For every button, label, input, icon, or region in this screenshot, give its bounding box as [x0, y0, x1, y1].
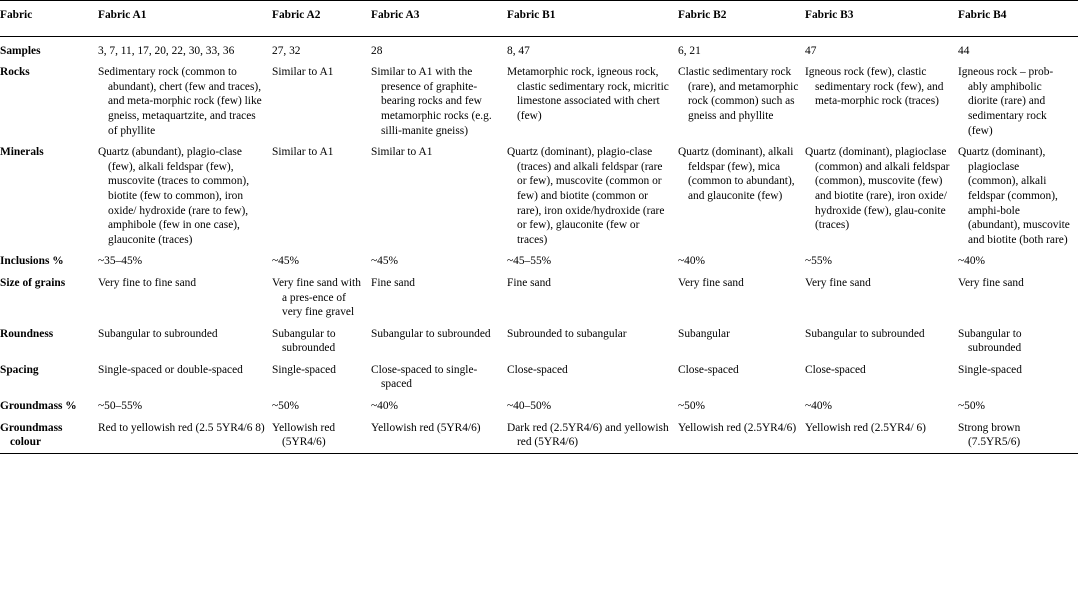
table-cell: Metamorphic rock, igneous rock, clastic sedimentary rock, micritic limestone associated with chert (few): [507, 66, 669, 122]
row-label: Inclusions %: [0, 255, 64, 268]
table-cell: Very fine sand: [678, 276, 744, 289]
row-label: Rocks: [0, 66, 30, 79]
table-cell: Sedimentary rock (common to abundant), chert (few and traces), and meta-morphic rock (few) like gneiss, metaquartzite, and traces of phyllite: [98, 66, 262, 137]
table-cell: 44: [958, 44, 970, 57]
table-cell: Yellowish red (5YR4/6): [272, 414, 371, 454]
table-cell: ~50%: [958, 400, 986, 413]
table-cell: Close-spaced to single-spaced: [371, 363, 478, 391]
table-cell: Similar to A1 with the presence of graphite-bearing rocks and few metamorphic rocks (e.g. silli-manite gneiss): [371, 66, 492, 137]
table-cell: 3, 7, 11, 17, 20, 22, 30, 33, 36: [98, 44, 235, 57]
table-row-groundmass-percent: [0, 392, 1078, 414]
table-cell: ~45%: [371, 255, 399, 268]
table-cell: Close-spaced: [678, 363, 739, 376]
table-cell: Close-spaced: [507, 363, 568, 376]
table-cell: ~45–55%: [507, 255, 552, 268]
table-cell: Similar to A1: [371, 146, 433, 159]
table-cell: 8, 47: [507, 44, 530, 57]
table-row-grain-size: [0, 269, 1078, 320]
row-label: Groundmass %: [0, 400, 77, 413]
column-header: Fabric B2: [678, 1, 805, 37]
column-header: Fabric B1: [507, 1, 678, 37]
table-cell: Quartz (dominant), plagioclase (common) and alkali feldspar (common), muscovite (few) and biotite (rare), iron oxide/ hydroxide (few), glau-conite (traces): [805, 146, 950, 232]
table-cell: ~50%: [678, 400, 706, 413]
table-row-rocks: [0, 58, 1078, 138]
table-cell: ~40%: [678, 255, 706, 268]
table-cell: Igneous rock – prob-ably amphibolic diorite (rare) and sedimentary rock (few): [958, 66, 1054, 137]
table-cell: Quartz (abundant), plagio-clase (few), alkali feldspar (few), muscovite (traces to common), biotite (few to common), iron oxide/ hydroxide (rare to few), amphibole (few in one case), glauconite (traces): [98, 146, 250, 246]
table-cell: Very fine sand: [805, 276, 871, 289]
table-cell: ~35–45%: [98, 255, 143, 268]
table-cell: ~40–50%: [507, 400, 552, 413]
table-cell: ~45%: [272, 255, 300, 268]
table-cell: Clastic sedimentary rock (rare), and metamorphic rock (common) such as gneiss and phyllite: [678, 66, 799, 122]
column-header: Fabric: [0, 1, 98, 37]
table-row-spacing: [0, 356, 1078, 392]
table-cell: Fine sand: [371, 276, 415, 289]
table-cell: Single-spaced or double-spaced: [98, 363, 243, 376]
table-cell: ~40%: [958, 255, 986, 268]
table-cell: Single-spaced: [958, 363, 1022, 376]
table-row-inclusions: [0, 247, 1078, 269]
column-header: Fabric A1: [98, 1, 272, 37]
row-label: Size of grains: [0, 276, 66, 289]
table-row-groundmass-colour: [0, 414, 1078, 454]
table-cell: Very fine sand with a pres-ence of very fine gravel: [272, 276, 361, 319]
table-row-roundness: [0, 320, 1078, 356]
table-cell: 47: [805, 44, 817, 57]
row-label: Groundmass colour: [0, 414, 98, 454]
table-row-samples: [0, 36, 1078, 58]
table-cell: Similar to A1: [272, 66, 334, 79]
table-cell: Subangular to subrounded: [371, 327, 491, 340]
header-row: [0, 1, 1078, 37]
table-cell: Yellowish red (2.5YR4/6): [678, 414, 805, 454]
table-cell: ~55%: [805, 255, 833, 268]
table-cell: Fine sand: [507, 276, 551, 289]
table-cell: Subangular to subrounded: [272, 327, 336, 355]
table-cell: 27, 32: [272, 44, 301, 57]
table-cell: ~40%: [371, 400, 399, 413]
column-header: Fabric B3: [805, 1, 958, 37]
table-cell: Very fine sand: [958, 276, 1024, 289]
table-cell: Very fine to fine sand: [98, 276, 197, 289]
column-header: Fabric A3: [371, 1, 507, 37]
column-header: Fabric A2: [272, 1, 371, 37]
row-label: Samples: [0, 44, 41, 57]
table-cell: Dark red (2.5YR4/6) and yellowish red (5YR4/6): [507, 414, 678, 454]
table-cell: Subangular to subrounded: [98, 327, 218, 340]
table-cell: ~50%: [272, 400, 300, 413]
row-label: Spacing: [0, 363, 39, 376]
table-cell: Strong brown (7.5YR5/6): [958, 414, 1078, 454]
table-cell: Quartz (dominant), plagioclase (common), alkali feldspar (common), amphi-bole (abundant), muscovite and biotite (both rare): [958, 146, 1070, 246]
column-header: Fabric B4: [958, 1, 1078, 37]
table-cell: 28: [371, 44, 383, 57]
table-cell: Close-spaced: [805, 363, 866, 376]
table-cell: Quartz (dominant), alkali feldspar (few), mica (common to abundant), and glauconite (few): [678, 146, 795, 202]
table-cell: Yellowish red (5YR4/6): [371, 414, 507, 454]
table-cell: Quartz (dominant), plagio-clase (traces) and alkali feldspar (rare or few), muscovite (common or few) and biotite (common or rare), iron oxide/hydroxide (rare or few), glauconite (few or traces): [507, 146, 665, 246]
row-label: Minerals: [0, 146, 44, 159]
row-label: Roundness: [0, 327, 54, 340]
table-cell: Similar to A1: [272, 146, 334, 159]
table-cell: Yellowish red (2.5YR4/ 6): [805, 414, 958, 454]
table-cell: 6, 21: [678, 44, 701, 57]
table-cell: Subrounded to subangular: [507, 327, 627, 340]
table-cell: ~50–55%: [98, 400, 143, 413]
table-cell: Subangular to subrounded: [805, 327, 925, 340]
table-cell: Red to yellowish red (2.5 5YR4/6 8): [98, 414, 272, 454]
table-cell: ~40%: [805, 400, 833, 413]
table-cell: Subangular: [678, 327, 730, 340]
table-cell: Subangular to subrounded: [958, 327, 1022, 355]
table-cell: Igneous rock (few), clastic sedimentary rock (few), and meta-morphic rock (traces): [805, 66, 944, 108]
table-cell: Single-spaced: [272, 363, 336, 376]
table-row-minerals: [0, 138, 1078, 247]
